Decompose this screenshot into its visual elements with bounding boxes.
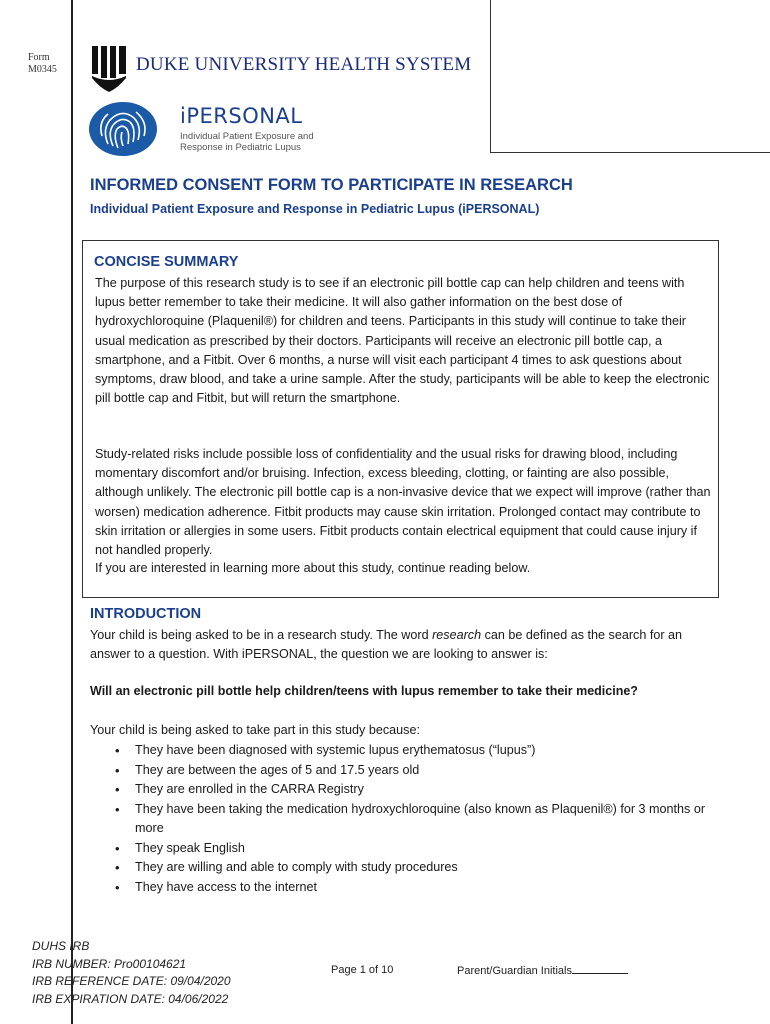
intro-emphasis: research xyxy=(432,628,482,642)
research-question: Will an electronic pill bottle help children/teens with lupus remember to take their medicine? xyxy=(90,684,638,698)
initials-field[interactable] xyxy=(457,964,628,977)
summary-heading: CONCISE SUMMARY xyxy=(94,254,239,270)
irb-expiration-date: IRB EXPIRATION DATE: 04/06/2022 xyxy=(32,991,229,1006)
study-logo-name: iPERSONAL xyxy=(180,104,303,128)
stamp-box xyxy=(490,0,770,153)
study-logo-sub-line: Individual Patient Exposure and xyxy=(180,131,314,142)
study-subtitle: Individual Patient Exposure and Response in Pediatric Lupus (iPERSONAL) xyxy=(90,202,540,216)
list-item: • They have been taking the medication hydroxychloroquine (also known as Plaquenil®) for 3 months or more xyxy=(112,800,712,839)
summary-paragraph-2: Study-related risks include possible loss of confidentiality and the usual risks for drawing blood, including momentary discomfort and/or bruising. Infection, excess bleeding, clotting, or fainting are also possible, although unlikely. The electronic pill bottle cap is a non-invasive device that we expect will improve (rather than worsen) medication adherence. Fitbit products may cause skin irritation. Prolonged contact may contribute to skin irritation or allergies in some users. Fitbit products contain electrical equipment that could cause injury if not handled properly. xyxy=(95,447,711,558)
list-item: • They have access to the internet xyxy=(112,878,712,898)
form-number xyxy=(28,52,57,76)
introduction-heading: INTRODUCTION xyxy=(90,606,202,622)
initials-line[interactable] xyxy=(572,964,628,974)
page-title: INFORMED CONSENT FORM TO PARTICIPATE IN RESEARCH xyxy=(90,176,573,194)
reasons-intro: Your child is being asked to take part in this study because: xyxy=(90,723,420,737)
list-item: • They are between the ages of 5 and 17.5 years old xyxy=(112,761,712,781)
list-item: • They are willing and able to comply with study procedures xyxy=(112,858,712,878)
margin-rule xyxy=(71,0,73,1024)
list-item: • They speak English xyxy=(112,839,712,859)
list-item: • They have been diagnosed with systemic lupus erythematosus (“lupus”) xyxy=(112,741,712,761)
reasons-list xyxy=(112,741,712,897)
initials-label: Parent/Guardian Initials xyxy=(457,965,572,977)
duke-shield-icon xyxy=(90,44,128,94)
page-number: Page 1 of 10 xyxy=(331,964,394,976)
irb-label: DUHS IRB xyxy=(32,939,90,953)
irb-info xyxy=(32,938,231,1008)
form-label: Form xyxy=(28,52,50,63)
fingerprint-logo-icon xyxy=(88,100,158,158)
introduction-paragraph xyxy=(90,626,720,664)
summary-paragraph-3: If you are interested in learning more about this study, continue reading below. xyxy=(95,561,531,575)
intro-text: Your child is being asked to be in a research study. The word xyxy=(90,628,433,642)
study-logo-subtitle xyxy=(180,131,314,153)
intro-text: can be defined as the search for an answer to a question. With iPERSONAL, the question we are looking to answer is: xyxy=(90,628,683,662)
irb-number: IRB NUMBER: Pro00104621 xyxy=(32,956,187,971)
irb-reference-date: IRB REFERENCE DATE: 09/04/2020 xyxy=(32,974,231,988)
study-logo-sub-line: Response in Pediatric Lupus xyxy=(180,142,301,153)
organization-name: DUKE UNIVERSITY HEALTH SYSTEM xyxy=(136,54,472,75)
summary-paragraph-1: The purpose of this research study is to see if an electronic pill bottle cap can help children and teens with lupus better remember to take their medicine. It will also gather information on the best dose of hydroxychloroquine (Plaquenil®) for children and teens. Participants in this study will continue to take their usual medication as prescribed by their doctors. Participants will receive an electronic pill bottle cap, a smartphone, and a Fitbit. Over 6 months, a nurse will visit each participant 4 times to ask questions about symptoms, draw blood, and take a urine sample. After the study, participants will be able to keep the electronic pill bottle cap and Fitbit, but will return the smartphone. xyxy=(95,276,710,406)
list-item: • They are enrolled in the CARRA Registry xyxy=(112,780,712,800)
form-code: M0345 xyxy=(28,64,57,75)
